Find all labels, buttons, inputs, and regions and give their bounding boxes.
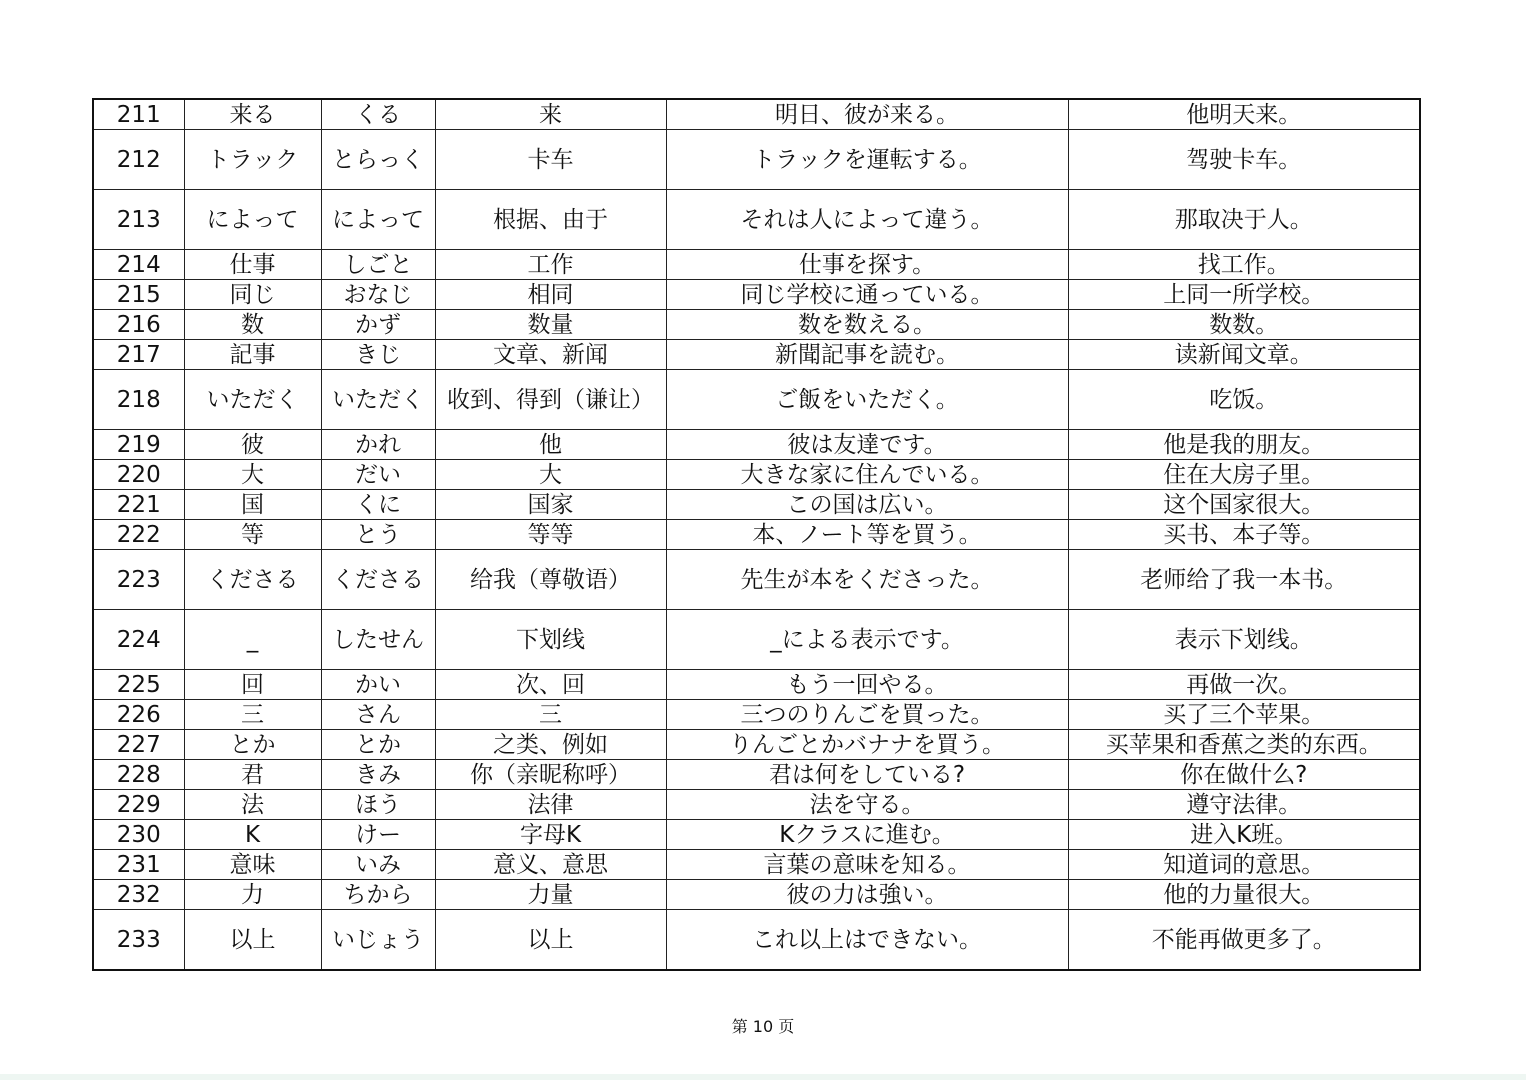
cell-example: 新聞記事を読む。 — [666, 340, 1068, 370]
cell-example: この国は広い。 — [666, 490, 1068, 520]
table-row — [93, 460, 1420, 490]
cell-meaning: 你（亲昵称呼） — [435, 760, 666, 790]
cell-meaning: 相同 — [435, 280, 666, 310]
cell-num: 225 — [93, 670, 184, 700]
table-row — [93, 880, 1420, 910]
cell-meaning: 文章、新闻 — [435, 340, 666, 370]
table-row — [93, 820, 1420, 850]
page-number: 第 10 页 — [731, 1017, 795, 1036]
cell-example: 言葉の意味を知る。 — [666, 850, 1068, 880]
cell-meaning: 工作 — [435, 250, 666, 280]
table-row — [93, 490, 1420, 520]
cell-translation: 买苹果和香蕉之类的东西。 — [1068, 730, 1420, 760]
cell-word: 数 — [184, 310, 321, 340]
cell-example: ご飯をいただく。 — [666, 370, 1068, 430]
cell-reading: しごと — [321, 250, 435, 280]
cell-reading: かれ — [321, 430, 435, 460]
table-row — [93, 760, 1420, 790]
table-row — [93, 850, 1420, 880]
table-row — [93, 790, 1420, 820]
table-row — [93, 190, 1420, 250]
cell-reading: くださる — [321, 550, 435, 610]
cell-example: 明日、彼が来る。 — [666, 99, 1068, 130]
cell-reading: いただく — [321, 370, 435, 430]
cell-word: 来る — [184, 99, 321, 130]
cell-example: 同じ学校に通っている。 — [666, 280, 1068, 310]
cell-meaning: 之类、例如 — [435, 730, 666, 760]
cell-translation: 你在做什么? — [1068, 760, 1420, 790]
cell-reading: したせん — [321, 610, 435, 670]
cell-num: 217 — [93, 340, 184, 370]
cell-word: 大 — [184, 460, 321, 490]
cell-example: 三つのりんごを買った。 — [666, 700, 1068, 730]
cell-meaning: 三 — [435, 700, 666, 730]
cell-word: トラック — [184, 130, 321, 190]
table-row — [93, 370, 1420, 430]
cell-word: 仕事 — [184, 250, 321, 280]
cell-example: 数を数える。 — [666, 310, 1068, 340]
cell-word: 記事 — [184, 340, 321, 370]
cell-reading: かい — [321, 670, 435, 700]
cell-num: 218 — [93, 370, 184, 430]
cell-example: それは人によって違う。 — [666, 190, 1068, 250]
cell-meaning: 大 — [435, 460, 666, 490]
cell-translation: 进入K班。 — [1068, 820, 1420, 850]
cell-translation: 知道词的意思。 — [1068, 850, 1420, 880]
cell-meaning: 来 — [435, 99, 666, 130]
cell-reading: とか — [321, 730, 435, 760]
cell-translation: 买书、本子等。 — [1068, 520, 1420, 550]
cell-example: Kクラスに進む。 — [666, 820, 1068, 850]
cell-translation: 数数。 — [1068, 310, 1420, 340]
cell-translation: 表示下划线。 — [1068, 610, 1420, 670]
cell-example: _による表示です。 — [666, 610, 1068, 670]
cell-reading: けー — [321, 820, 435, 850]
cell-example: 君は何をしている? — [666, 760, 1068, 790]
cell-meaning: 收到、得到（谦让） — [435, 370, 666, 430]
cell-num: 231 — [93, 850, 184, 880]
cell-reading: きじ — [321, 340, 435, 370]
cell-word: _ — [184, 610, 321, 670]
cell-reading: ちから — [321, 880, 435, 910]
cell-word: 力 — [184, 880, 321, 910]
cell-example: 大きな家に住んでいる。 — [666, 460, 1068, 490]
cell-num: 232 — [93, 880, 184, 910]
cell-translation: 这个国家很大。 — [1068, 490, 1420, 520]
cell-word: 回 — [184, 670, 321, 700]
cell-translation: 上同一所学校。 — [1068, 280, 1420, 310]
cell-reading: かず — [321, 310, 435, 340]
cell-example: 彼は友達です。 — [666, 430, 1068, 460]
cell-example: 本、ノート等を買う。 — [666, 520, 1068, 550]
table-row — [93, 280, 1420, 310]
cell-translation: 住在大房子里。 — [1068, 460, 1420, 490]
cell-word: 君 — [184, 760, 321, 790]
cell-word: 三 — [184, 700, 321, 730]
cell-word: K — [184, 820, 321, 850]
cell-reading: くる — [321, 99, 435, 130]
cell-num: 214 — [93, 250, 184, 280]
cell-num: 224 — [93, 610, 184, 670]
cell-word: 等 — [184, 520, 321, 550]
table-row — [93, 730, 1420, 760]
cell-translation: 他的力量很大。 — [1068, 880, 1420, 910]
cell-word: くださる — [184, 550, 321, 610]
cell-translation: 老师给了我一本书。 — [1068, 550, 1420, 610]
cell-example: もう一回やる。 — [666, 670, 1068, 700]
cell-translation: 买了三个苹果。 — [1068, 700, 1420, 730]
table-row — [93, 130, 1420, 190]
table-row — [93, 910, 1420, 971]
cell-num: 219 — [93, 430, 184, 460]
vocabulary-table-body — [93, 99, 1420, 970]
cell-num: 228 — [93, 760, 184, 790]
cell-word: 意味 — [184, 850, 321, 880]
cell-translation: 他是我的朋友。 — [1068, 430, 1420, 460]
cell-example: 仕事を探す。 — [666, 250, 1068, 280]
cell-reading: くに — [321, 490, 435, 520]
cell-meaning: 卡车 — [435, 130, 666, 190]
table-row — [93, 340, 1420, 370]
cell-word: いただく — [184, 370, 321, 430]
cell-example: これ以上はできない。 — [666, 910, 1068, 971]
cell-translation: 遵守法律。 — [1068, 790, 1420, 820]
cell-translation: 找工作。 — [1068, 250, 1420, 280]
cell-meaning: 法律 — [435, 790, 666, 820]
table-row — [93, 310, 1420, 340]
cell-translation: 驾驶卡车。 — [1068, 130, 1420, 190]
cell-num: 220 — [93, 460, 184, 490]
cell-reading: いみ — [321, 850, 435, 880]
cell-reading: とらっく — [321, 130, 435, 190]
cell-example: 彼の力は強い。 — [666, 880, 1068, 910]
cell-num: 226 — [93, 700, 184, 730]
cell-num: 211 — [93, 99, 184, 130]
cell-meaning: 次、回 — [435, 670, 666, 700]
cell-num: 229 — [93, 790, 184, 820]
cell-meaning: 数量 — [435, 310, 666, 340]
cell-word: 国 — [184, 490, 321, 520]
cell-num: 222 — [93, 520, 184, 550]
cell-meaning: 他 — [435, 430, 666, 460]
table-row — [93, 610, 1420, 670]
cell-meaning: 根据、由于 — [435, 190, 666, 250]
cell-reading: おなじ — [321, 280, 435, 310]
cell-meaning: 字母K — [435, 820, 666, 850]
cell-example: 先生が本をくださった。 — [666, 550, 1068, 610]
cell-translation: 再做一次。 — [1068, 670, 1420, 700]
cell-word: 法 — [184, 790, 321, 820]
cell-translation: 读新闻文章。 — [1068, 340, 1420, 370]
cell-num: 227 — [93, 730, 184, 760]
cell-num: 213 — [93, 190, 184, 250]
cell-num: 216 — [93, 310, 184, 340]
cell-reading: いじょう — [321, 910, 435, 971]
cell-num: 230 — [93, 820, 184, 850]
cell-num: 221 — [93, 490, 184, 520]
table-row — [93, 550, 1420, 610]
cell-reading: きみ — [321, 760, 435, 790]
cell-translation: 吃饭。 — [1068, 370, 1420, 430]
vocabulary-table — [92, 98, 1421, 971]
table-row — [93, 250, 1420, 280]
cell-meaning: 国家 — [435, 490, 666, 520]
cell-example: 法を守る。 — [666, 790, 1068, 820]
cell-translation: 他明天来。 — [1068, 99, 1420, 130]
cell-word: 彼 — [184, 430, 321, 460]
cell-meaning: 意义、意思 — [435, 850, 666, 880]
table-row — [93, 670, 1420, 700]
cell-translation: 不能再做更多了。 — [1068, 910, 1420, 971]
cell-meaning: 下划线 — [435, 610, 666, 670]
cell-reading: とう — [321, 520, 435, 550]
table-row — [93, 700, 1420, 730]
cell-num: 233 — [93, 910, 184, 971]
table-row — [93, 430, 1420, 460]
cell-num: 215 — [93, 280, 184, 310]
cell-meaning: 以上 — [435, 910, 666, 971]
cell-num: 212 — [93, 130, 184, 190]
cell-word: とか — [184, 730, 321, 760]
table-row — [93, 520, 1420, 550]
cell-translation: 那取决于人。 — [1068, 190, 1420, 250]
table-row — [93, 99, 1420, 130]
cell-word: 以上 — [184, 910, 321, 971]
cell-word: によって — [184, 190, 321, 250]
cell-reading: さん — [321, 700, 435, 730]
cell-meaning: 给我（尊敬语） — [435, 550, 666, 610]
cell-example: トラックを運転する。 — [666, 130, 1068, 190]
cell-meaning: 等等 — [435, 520, 666, 550]
cell-num: 223 — [93, 550, 184, 610]
cell-reading: によって — [321, 190, 435, 250]
cell-meaning: 力量 — [435, 880, 666, 910]
cell-reading: ほう — [321, 790, 435, 820]
cell-word: 同じ — [184, 280, 321, 310]
cell-example: りんごとかバナナを買う。 — [666, 730, 1068, 760]
page-bottom-edge — [0, 1074, 1526, 1080]
cell-reading: だい — [321, 460, 435, 490]
